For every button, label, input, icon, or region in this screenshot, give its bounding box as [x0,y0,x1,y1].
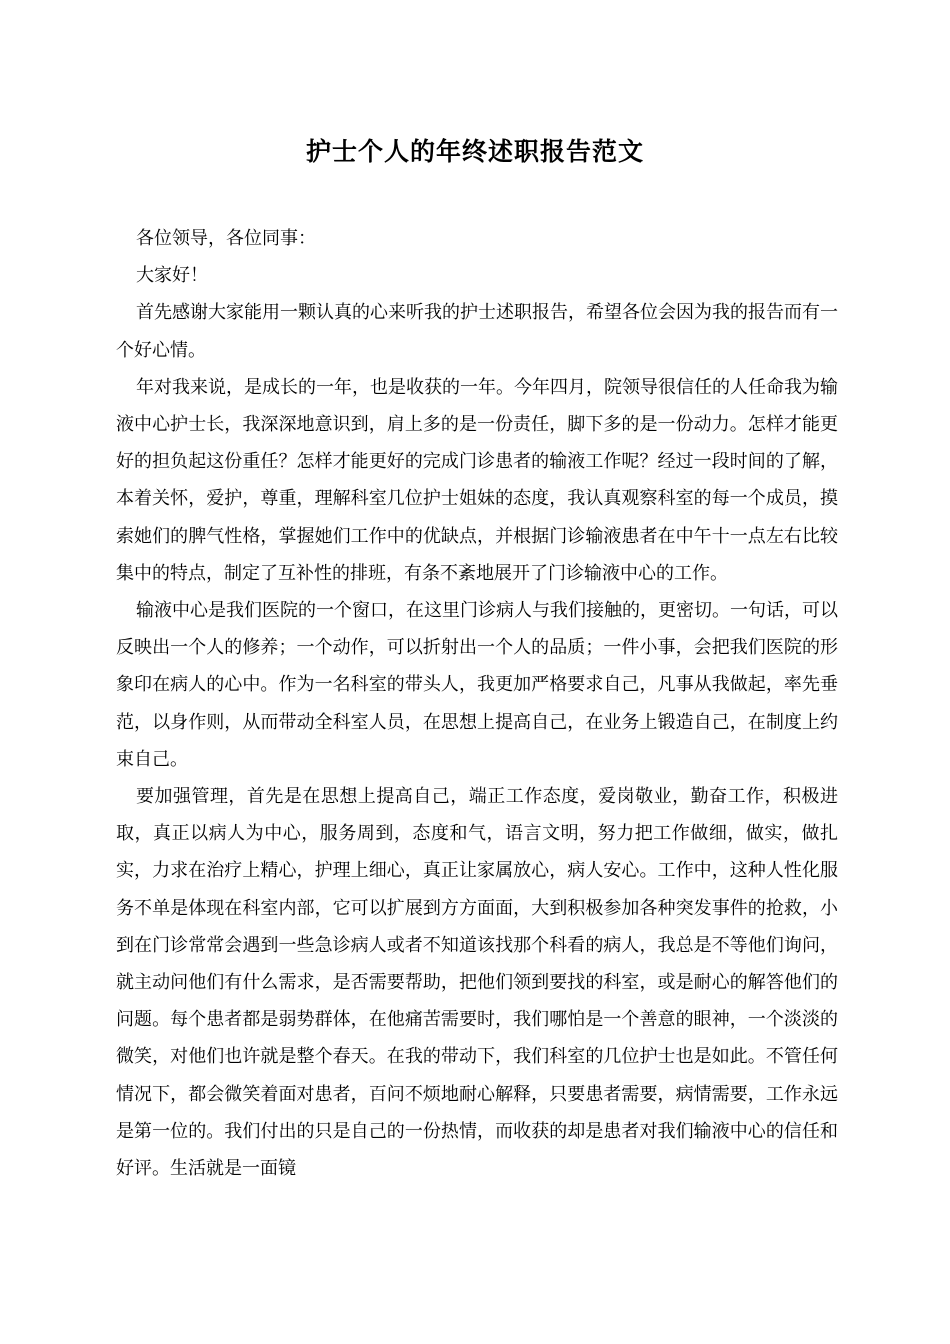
document-body [116,220,838,1187]
body-paragraph: 输液中心是我们医院的一个窗口，在这里门诊病人与我们接触的，更密切。一句话，可以反映出一个人的修养；一个动作，可以折射出一个人的品质；一件小事，会把我们医院的形象印在病人的心中。作为一名科室的带头人，我更加严格要求自己，凡事从我做起，率先垂范，以身作则，从而带动全科室人员，在思想上提高自己，在业务上锻造自己，在制度上约束自己。 [116,600,838,770]
body-paragraph: 年对我来说，是成长的一年，也是收获的一年。今年四月，院领导很信任的人任命我为输液中心护士长，我深深地意识到，肩上多的是一份责任，脚下多的是一份动力。怎样才能更好的担负起这份重任？怎样才能更好的完成门诊患者的输液工作呢？经过一段时间的了解，本着关怀，爱护，尊重，理解科室几位护士姐妹的态度，我认真观察科室的每一个成员，摸索她们的脾气性格，掌握她们工作中的优缺点，并根据门诊输液患者在中午十一点左右比较集中的特点，制定了互补性的排班，有条不紊地展开了门诊输液中心的工作。 [116,376,838,584]
body-paragraph: 首先感谢大家能用一颗认真的心来听我的护士述职报告，希望各位会因为我的报告而有一个好心情。 [116,302,838,361]
document-title: 护士个人的年终述职报告范文 [305,137,644,166]
body-paragraph: 要加强管理，首先是在思想上提高自己，端正工作态度，爱岗敬业，勤奋工作，积极进取，真正以病人为中心，服务周到，态度和气，语言文明，努力把工作做细，做实，做扎实，力求在治疗上精心，护理上细心，真正让家属放心，病人安心。工作中，这种人性化服务不单是体现在科室内部，它可以扩展到方方面面，大到积极参加各种突发事件的抢救，小到在门诊常常会遇到一些急诊病人或者不知道该找那个科看的病人，我总是不等他们询问，就主动问他们有什么需求，是否需要帮助，把他们领到要找的科室，或是耐心的解答他们的问题。每个患者都是弱势群体，在他痛苦需要时，我们哪怕是一个善意的眼神，一个淡淡的微笑，对他们也许就是整个春天。在我的带动下，我们科室的几位护士也是如此。不管任何情况下，都会微笑着面对患者，百问不烦地耐心解释，只要患者需要，病情需要，工作永远是第一位的。我们付出的只是自己的一份热情，而收获的却是患者对我们输液中心的信任和好评。生活就是一面镜 [116,786,838,1180]
hello-paragraph: 大家好！ [136,265,208,287]
greeting-paragraph: 各位领导，各位同事： [136,228,316,249]
